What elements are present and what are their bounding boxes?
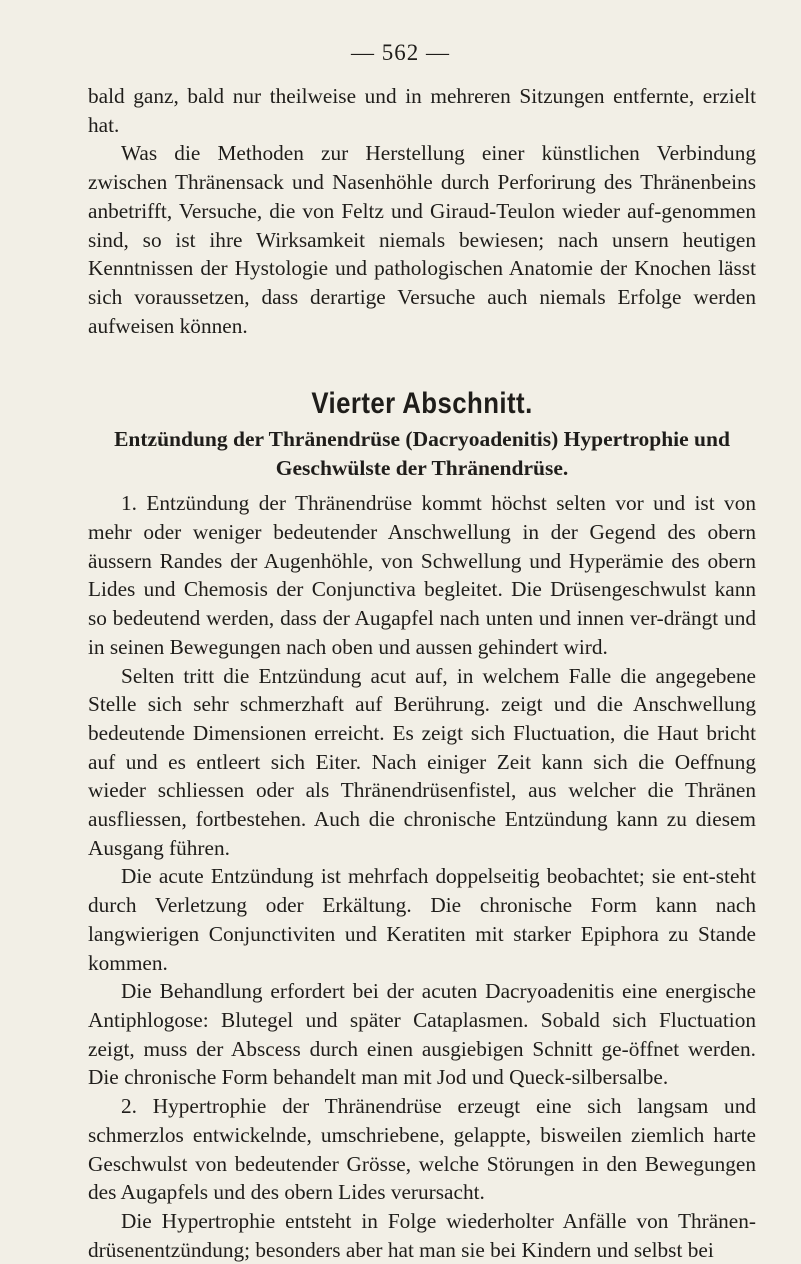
paragraph-acute-course: Selten tritt die Entzündung acut auf, in welchem Falle die angegebene Stelle sich sehr schmerzhaft auf Berührung. zeigt und die Anschwellung bedeutende Dimensionen erreicht. Es zeigt sich Fluctuation, die Haut bricht auf und es entleert sich Eiter. Nach einiger Zeit kann sich die Oeffnung wieder schliessen oder als Thränendrüsenfistel, aus welcher die Thränen ausfliessen, fortbestehen. Auch die chronische Entzündung kann zu diesem Ausgang führen.	[88, 663, 756, 860]
paragraph-continuation: bald ganz, bald nur theilweise und in mehreren Sitzungen entfernte, erzielt hat.	[88, 84, 756, 137]
paragraph-methods: Was die Methoden zur Herstellung einer künstlichen Verbindung zwischen Thränensack und Nasenhöhle durch Perforirung des Thränenbeins anbetrifft, Versuche, die von Feltz und Giraud-Teulon wieder auf-genommen sind, so ist ihre Wirksamkeit niemals bewiesen; nach unsern heutigen Kenntnissen der Hystologie und pathologischen Anatomie der Knochen lässt sich voraussetzen, dass derartige Versuche auch niemals Erfolge werden aufweisen können.	[88, 141, 756, 338]
paragraph-treatment: Die Behandlung erfordert bei der acuten Dacryoadenitis eine energische Antiphlogose: Blutegel und später Cataplasmen. Sobald sich Fluctuation zeigt, muss der Abscess durch einen ausgiebigen Schnitt ge-öffnet werden. Die chronische Form behandelt man mit Jod und Queck-silbersalbe.	[88, 979, 756, 1090]
section-heading: Vierter Abschnitt.	[311, 387, 533, 421]
body-text	[88, 82, 756, 1264]
page-number: — 562 —	[351, 40, 450, 65]
section-subheading: Entzündung der Thränendrüse (Dacryoadenitis) Hypertrophie und Geschwülste der Thränendrüse.	[114, 427, 730, 481]
paragraph-hypertrophy: 2. Hypertrophie der Thränendrüse erzeugt eine sich langsam und schmerzlos entwickelnde, umschriebene, gelappte, bisweilen ziemlich harte Geschwulst von bedeutender Grösse, welche Störungen in den Bewegungen des Augapfels und des obern Lides verursacht.	[88, 1094, 756, 1205]
paragraph-hypertrophy-causes: Die Hypertrophie entsteht in Folge wiederholter Anfälle von Thränen-drüsenentzündung; besonders aber hat man sie bei Kindern und selbst bei	[88, 1208, 756, 1262]
paragraph-inflammation: 1. Entzündung der Thränendrüse kommt höchst selten vor und ist von mehr oder weniger bedeutender Anschwellung in der Gegend des obern äussern Randes der Augenhöhle, von Schwellung und Hyperämie des obern Lides und Chemosis der Conjunctiva begleitet. Die Drüsengeschwulst kann so bedeutend werden, dass der Augapfel nach unten und innen ver-drängt und in seinen Bewegungen nach oben und aussen gehindert wird.	[88, 491, 756, 659]
paragraph-causes: Die acute Entzündung ist mehrfach doppelseitig beobachtet; sie ent-steht durch Verletzung oder Erkältung. Die chronische Form kann nach langwierigen Conjunctiviten und Keratiten mit starker Epiphora zu Stande kommen.	[88, 864, 756, 975]
